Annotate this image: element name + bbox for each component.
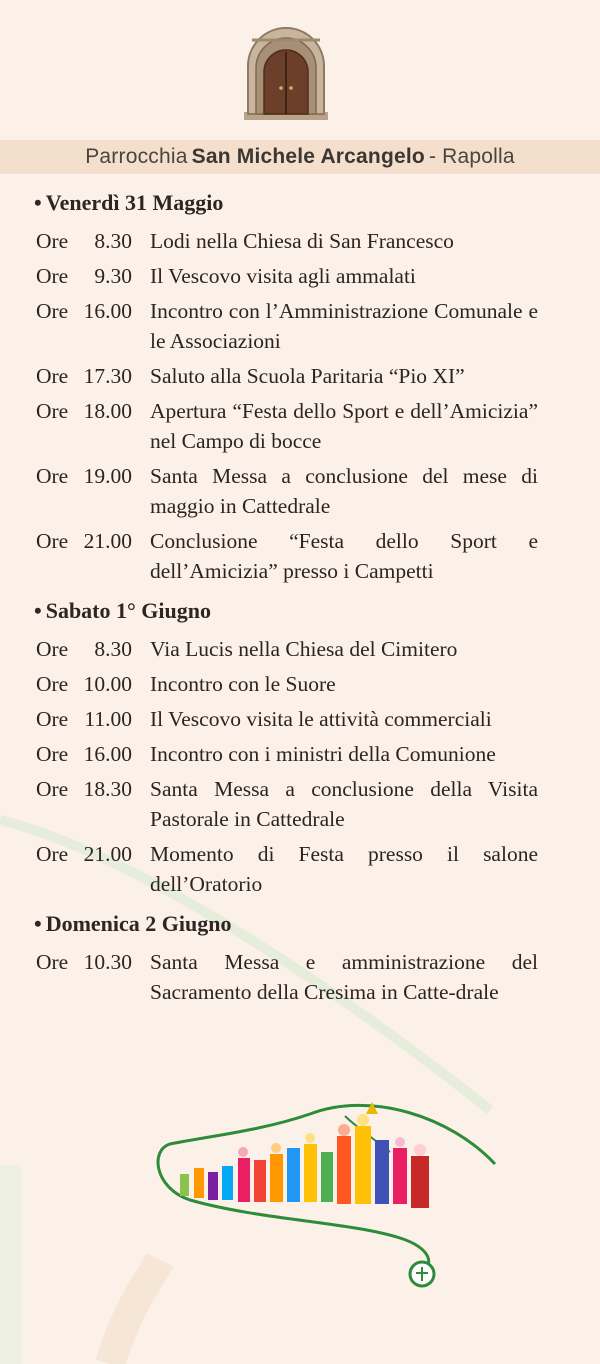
event-row: Ore 16.00 Incontro con l’Amministrazione Comunale e le Associazioni: [36, 299, 538, 353]
day-title: • Sabato 1° Giugno: [34, 598, 211, 623]
event-row: Ore 10.30 Santa Messa e amministrazione del Sacramento della Cresima in Catte-drale: [36, 950, 538, 1004]
pastoral-visit-logo-icon: [150, 1096, 500, 1296]
event-row: Ore 19.00 Santa Messa a conclusione del mese di maggio in Cattedrale: [36, 464, 538, 518]
church-door-icon: [240, 26, 332, 122]
parish-name: San Michele Arcangelo: [191, 145, 425, 168]
event-row: Ore 10.00 Incontro con le Suore: [36, 672, 336, 696]
event-row: Ore 18.30 Santa Messa a conclusione della Visita Pastorale in Cattedrale: [36, 777, 538, 831]
day-title: • Venerdì 31 Maggio: [34, 190, 224, 215]
event-row: Ore 21.00 Conclusione “Festa dello Sport e dell’Amicizia” presso i Campetti: [36, 529, 538, 583]
day-title: • Domenica 2 Giugno: [34, 911, 232, 936]
event-row: Ore 18.00 Apertura “Festa dello Sport e dell’Amicizia” nel Campo di bocce: [36, 399, 538, 453]
event-row: Ore 17.30 Saluto alla Scuola Paritaria “Pio XI”: [36, 364, 465, 388]
schedule: [36, 186, 538, 1017]
event-row: Ore 8.30 Via Lucis nella Chiesa del Cimitero: [36, 637, 458, 661]
event-row: Ore 16.00 Incontro con i ministri della Comunione: [36, 742, 496, 766]
day-block-sabato: [36, 596, 538, 899]
parish-header: [0, 140, 600, 174]
day-block-domenica: [36, 909, 538, 1007]
header-prefix: Parrocchia: [85, 145, 188, 168]
event-row: Ore 9.30 Il Vescovo visita agli ammalati: [36, 264, 416, 288]
header-suffix: - Rapolla: [428, 145, 515, 168]
event-row: Ore 21.00 Momento di Festa presso il salone dell’Oratorio: [36, 842, 538, 896]
event-row: Ore 8.30 Lodi nella Chiesa di San Francesco: [36, 229, 454, 253]
day-block-venerdi: [36, 188, 538, 586]
event-row: Ore 11.00 Il Vescovo visita le attività commerciali: [36, 707, 492, 731]
